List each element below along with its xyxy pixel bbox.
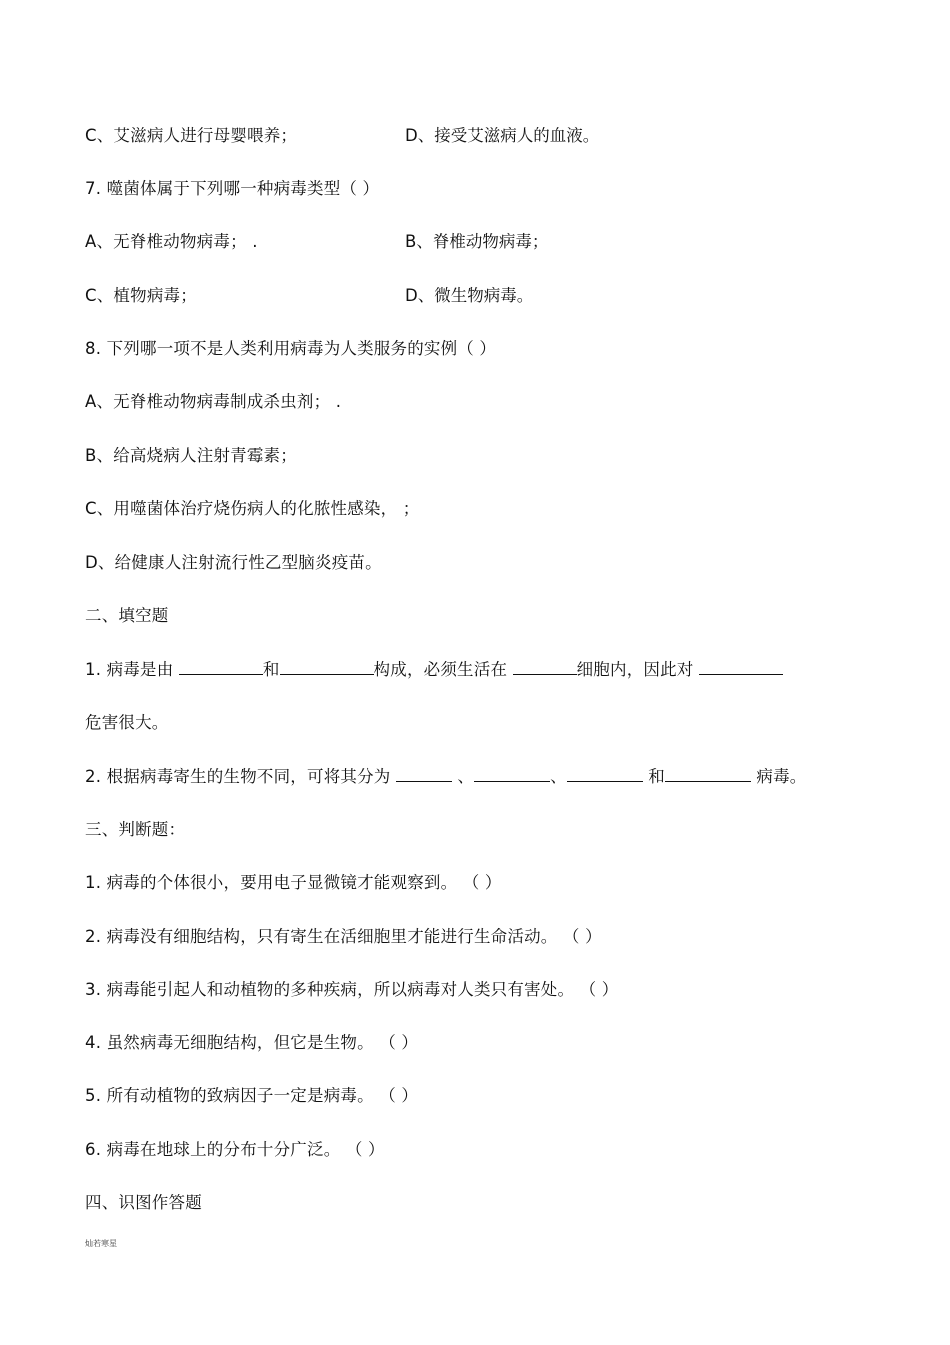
q8-question: 8. 下列哪一项不是人类利用病毒为人类服务的实例（ ）	[85, 339, 497, 358]
q6-option-d: D、接受艾滋病人的血液。	[405, 126, 600, 145]
diagram-section-heading: 四、识图作答题	[85, 1193, 202, 1212]
judge-item-6: 6. 病毒在地球上的分布十分广泛。 （ ）	[85, 1140, 385, 1159]
judge-item-1: 1. 病毒的个体很小，要用电子显微镜才能观察到。 （ ）	[85, 873, 502, 892]
fill-q1-blank-3[interactable]	[513, 660, 577, 675]
fill-q2-and: 和	[642, 767, 665, 786]
q8-option-d: D、给健康人注射流行性乙型脑炎疫苗。	[85, 553, 382, 572]
judge-item-5: 5. 所有动植物的致病因子一定是病毒。 （ ）	[85, 1086, 419, 1105]
q6-option-c: C、艾滋病人进行母婴喂养；	[85, 126, 298, 145]
fill-q2-blank-3[interactable]	[567, 767, 643, 782]
q7-option-b: B、脊椎动物病毒；	[405, 232, 549, 251]
fill-q1-text-d: 细胞内，因此对	[576, 660, 699, 679]
fill-q2-end: 病毒。	[750, 767, 807, 786]
fill-q1-continuation: 危害很大。	[85, 713, 169, 732]
fill-q1-text-c: 构成，必须生活在	[373, 660, 513, 679]
fill-section-heading: 二、填空题	[85, 606, 169, 625]
fill-q1-blank-4[interactable]	[699, 660, 783, 675]
judge-section-heading: 三、判断题：	[85, 820, 186, 839]
q7-option-c: C、植物病毒；	[85, 286, 197, 305]
fill-q1-blank-2[interactable]	[280, 660, 374, 675]
fill-q1	[85, 659, 783, 681]
fill-q2-sep-1: 、	[451, 767, 475, 786]
fill-q1-text-b: 和	[262, 660, 280, 679]
judge-item-2: 2. 病毒没有细胞结构，只有寄生在活细胞里才能进行生命活动。 （ ）	[85, 927, 602, 946]
fill-q1-text-a: 1. 病毒是由	[85, 660, 179, 679]
q8-option-b: B、给高烧病人注射青霉素；	[85, 446, 297, 465]
q7-option-a: A、无脊椎动物病毒； .	[85, 232, 258, 251]
q8-option-c: C、用噬菌体治疗烧伤病人的化脓性感染， ；	[85, 499, 420, 518]
fill-q2-blank-2[interactable]	[474, 767, 550, 782]
page-footer: 灿若寒星	[85, 1239, 117, 1248]
q8-option-a: A、无脊椎动物病毒制成杀虫剂； .	[85, 392, 342, 411]
fill-q2	[85, 766, 807, 788]
judge-item-3: 3. 病毒能引起人和动植物的多种疾病，所以病毒对人类只有害处。 （ ）	[85, 980, 619, 999]
fill-q2-text-a: 2. 根据病毒寄生的生物不同，可将其分为	[85, 767, 396, 786]
q7-question: 7. 噬菌体属于下列哪一种病毒类型（ ）	[85, 179, 380, 198]
judge-item-4: 4. 虽然病毒无细胞结构，但它是生物。 （ ）	[85, 1033, 419, 1052]
fill-q2-blank-1[interactable]	[396, 767, 452, 782]
fill-q2-blank-4[interactable]	[665, 767, 751, 782]
fill-q2-sep-2: 、	[550, 767, 567, 786]
fill-q1-blank-1[interactable]	[179, 660, 263, 675]
q7-option-d: D、微生物病毒。	[405, 286, 534, 305]
